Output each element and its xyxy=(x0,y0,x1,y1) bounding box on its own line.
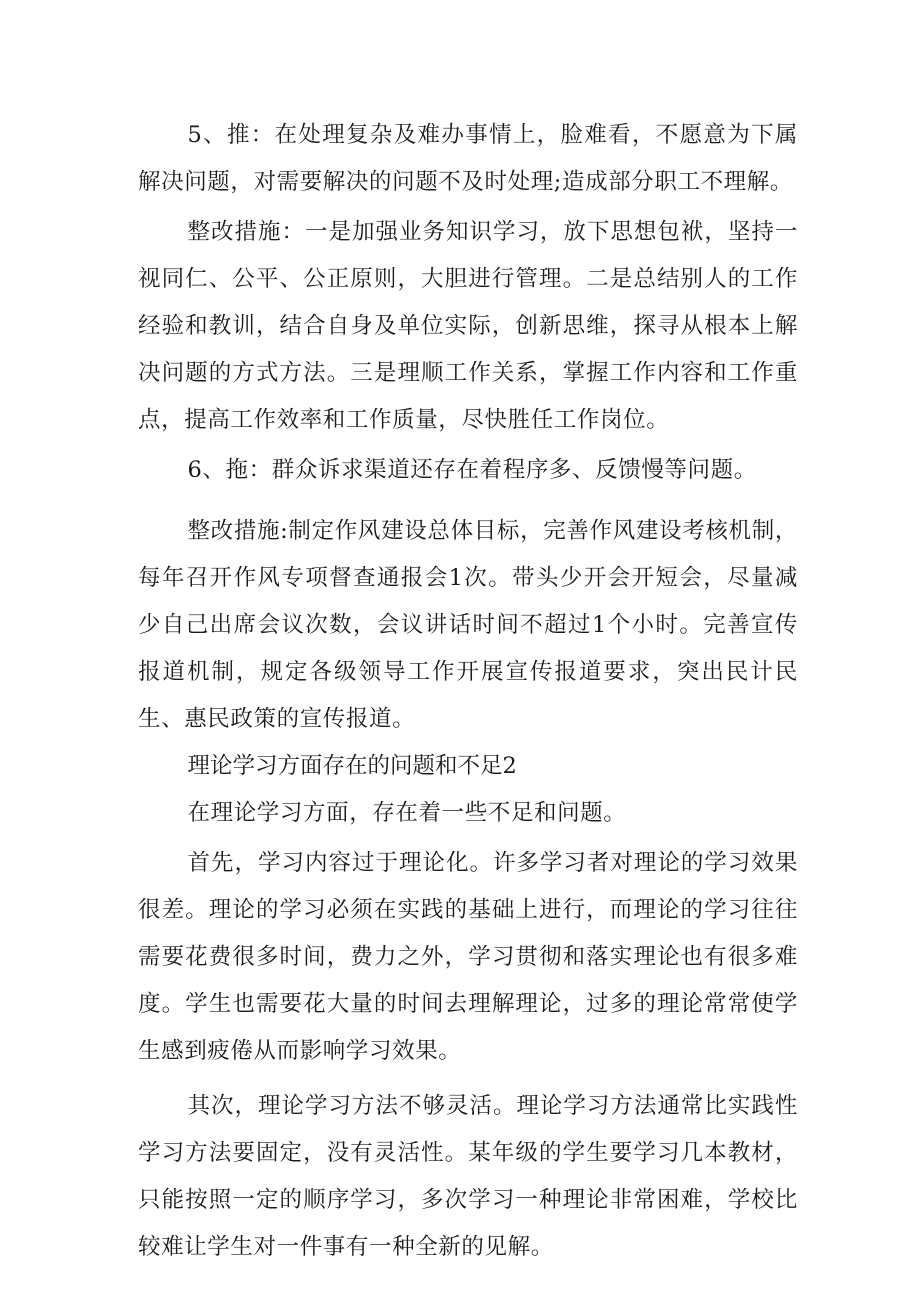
paragraph-intro: 在理论学习方面，存在着一些不足和问题。 xyxy=(187,800,627,826)
paragraph-rectification-measures-2: 整改措施:制定作风建设总体目标，完善作风建设考核机制，每年召开作风专项督查通报会1次。带头少开会开短会，尽量减少自己出席会议次数，会议讲话时间不超过1个小时。完善宣传报道机制，规定各级领导工作开展宣传报道要求，突出民计民生、惠民政策的宣传报道。 xyxy=(138,518,798,732)
paragraph-first-point: 首先，学习内容过于理论化。许多学习者对理论的学习效果很差。理论的学习必须在实践的基础上进行，而理论的学习往往需要花费很多时间，费力之外，学习贯彻和落实理论也有很多难度。学生也需要花大量的时间去理解理论，过多的理论常常使学生感到疲倦从而影响学习效果。 xyxy=(138,850,798,1064)
paragraph-item-6-delay: 6、拖：群众诉求渠道还存在着程序多、反馈慢等问题。 xyxy=(187,457,757,483)
document-body xyxy=(138,112,798,1271)
paragraph-second-point: 其次，理论学习方法不够灵活。理论学习方法通常比实践性学习方法要固定，没有灵活性。某年级的学生要学习几本教材，只能按照一定的顺序学习，多次学习一种理论非常困难，学校比较难让学生对一件事有一种全新的见解。 xyxy=(138,1093,798,1260)
paragraph-rectification-measures-1: 整改措施：一是加强业务知识学习，放下思想包袱，坚持一视同仁、公平、公正原则，大胆进行管理。二是总结别人的工作经验和教训，结合自身及单位实际，创新思维，探寻从根本上解决问题的方式方法。三是理顺工作关系，掌握工作内容和工作重点，提高工作效率和工作质量，尽快胜任工作岗位。 xyxy=(138,219,798,433)
paragraph-item-5-push: 5、推：在处理复杂及难办事情上，脸难看，不愿意为下属解决问题，对需要解决的问题不及时处理;造成部分职工不理解。 xyxy=(138,122,798,195)
section-heading: 理论学习方面存在的问题和不足2 xyxy=(187,753,517,779)
